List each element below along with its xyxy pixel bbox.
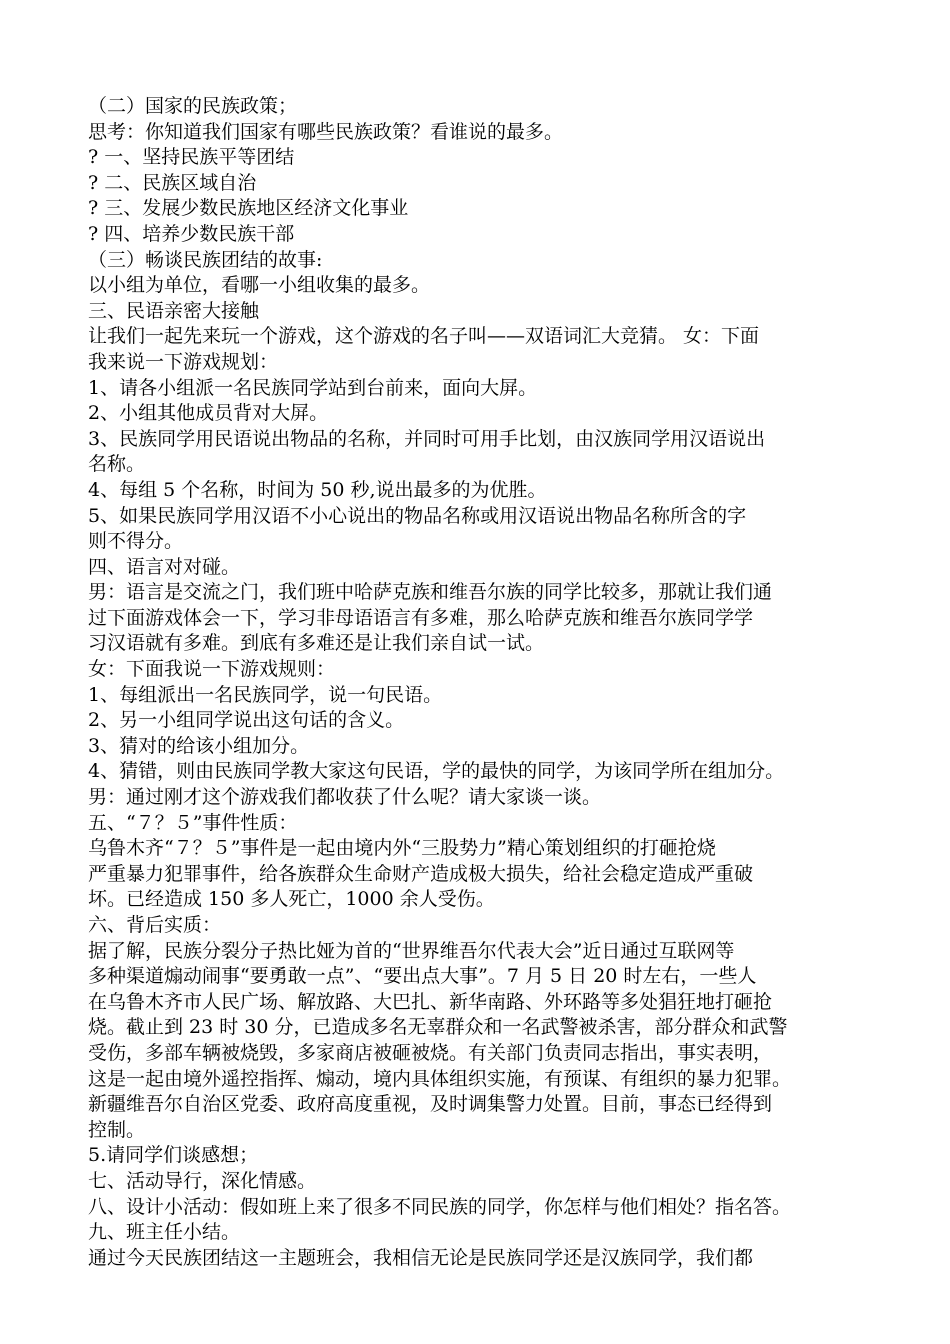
text-line: 男：语言是交流之门，我们班中哈萨克族和维吾尔族的同学比较多，那就让我们通 — [88, 581, 773, 604]
text-line: 八、设计小活动：假如班上来了很多不同民族的同学，你怎样与他们相处？指名答。 — [88, 1195, 792, 1218]
text-line: 1、请各小组派一名民族同学站到台前来，面向大屏。 — [88, 376, 538, 399]
text-line: 5.请同学们谈感想； — [88, 1144, 259, 1167]
text-line: 习汉语就有多难。到底有多难还是让我们亲自试一试。 — [88, 632, 545, 655]
text-line: 控制。 — [88, 1118, 146, 1141]
text-line: 六、背后实质： — [88, 914, 222, 936]
text-line: 新疆维吾尔自治区党委、政府高度重视，及时调集警力处置。目前，事态已经得到 — [88, 1093, 773, 1116]
text-line: 四、语言对对碰。 — [88, 555, 241, 578]
text-line: 思考：你知道我们国家有哪些民族政策？看谁说的最多。 — [88, 120, 564, 143]
text-line: ? 一、坚持民族平等团结 — [88, 146, 295, 169]
text-line: 3、猜对的给该小组加分。 — [88, 734, 310, 757]
text-line: 受伤，多部车辆被烧毁，多家商店被砸被烧。有关部门负责同志指出，事实表明， — [88, 1041, 773, 1064]
text-line: 男：通过刚才这个游戏我们都收获了什么呢？请大家谈一谈。 — [88, 786, 602, 809]
text-line: （三）畅谈民族团结的故事: — [88, 248, 323, 271]
text-line: 九、班主任小结。 — [88, 1221, 241, 1244]
text-line: 以小组为单位，看哪一小组收集的最多。 — [88, 274, 431, 297]
text-line: 乌鲁木齐“７？５”事件是一起由境内外“三股势力”精心策划组织的打砸抢烧 — [88, 837, 716, 860]
text-line: 让我们一起先来玩一个游戏，这个游戏的名子叫——双语词汇大竞猜。 女：下面 — [88, 325, 760, 348]
text-line: ? 四、培养少数民族干部 — [88, 222, 295, 245]
text-line: ? 三、发展少数民族地区经济文化事业 — [88, 197, 409, 220]
text-line: 4、每组 5 个名称，时间为 50 秒,说出最多的为优胜。 — [88, 478, 547, 501]
text-line: 烧。截止到 23 时 30 分，已造成多名无辜群众和一名武警被杀害，部分群众和武警 — [88, 1016, 788, 1039]
text-line: 5、如果民族同学用汉语不小心说出的物品名称或用汉语说出物品名称所含的字 — [88, 504, 747, 527]
text-line: 1、每组派出一名民族同学，说一句民语。 — [88, 683, 443, 706]
text-line: 据了解，民族分裂分子热比娅为首的“世界维吾尔代表大会”近日通过互联网等 — [88, 939, 735, 962]
text-line: 这是一起由境外遥控指挥、煽动，境内具体组织实施，有预谋、有组织的暴力犯罪。 — [88, 1067, 792, 1090]
text-line: （二）国家的民族政策； — [88, 95, 298, 117]
text-line: 我来说一下游戏规划： — [88, 350, 279, 373]
text-line: 则不得分。 — [88, 530, 184, 553]
text-line: 五、“７？５”事件性质： — [88, 811, 298, 834]
text-line: 坏。已经造成 150 多人死亡，1000 余人受伤。 — [88, 888, 495, 911]
text-line: 七、活动导行，深化情感。 — [88, 1169, 317, 1192]
text-line: 3、民族同学用民语说出物品的名称，并同时可用手比划，由汉族同学用汉语说出 — [88, 427, 766, 450]
text-line: 通过今天民族团结这一主题班会，我相信无论是民族同学还是汉族同学，我们都 — [88, 1246, 754, 1269]
text-line: 名称。 — [88, 453, 146, 476]
text-line: ? 二、民族区域自治 — [88, 171, 257, 194]
text-line: 4、猜错，则由民族同学教大家这句民语，学的最快的同学，为该同学所在组加分。 — [88, 760, 785, 783]
text-line: 2、另一小组同学说出这句话的含义。 — [88, 709, 405, 732]
text-line: 2、小组其他成员背对大屏。 — [88, 402, 329, 425]
text-line: 严重暴力犯罪事件，给各族群众生命财产造成极大损失，给社会稳定造成严重破 — [88, 862, 754, 885]
text-line: 过下面游戏体会一下，学习非母语语言有多难，那么哈萨克族和维吾尔族同学学 — [88, 606, 754, 629]
text-line: 三、民语亲密大接触 — [88, 299, 260, 322]
text-line: 女：下面我说一下游戏规则： — [88, 658, 336, 681]
text-line: 在乌鲁木齐市人民广场、解放路、大巴扎、新华南路、外环路等多处猖狂地打砸抢 — [88, 990, 773, 1013]
text-line: 多种渠道煽动闹事“要勇敢一点”、“要出点大事”。7 月 5 日 20 时左右，一些人 — [88, 965, 757, 988]
